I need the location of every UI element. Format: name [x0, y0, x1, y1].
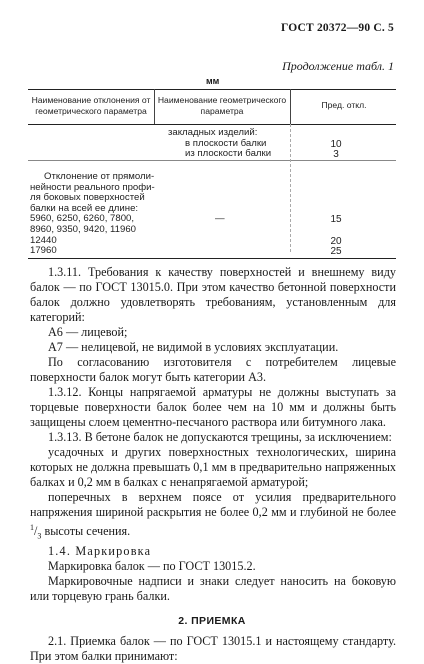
section-title-acceptance: 2. ПРИЕМКА — [178, 614, 246, 627]
table-header-parameter: Наименование геометрического параметра — [157, 95, 287, 116]
paragraph-1-3-13: 1.3.13. В бетоне балок не допускаются трещины, за исключением: — [48, 430, 392, 444]
cell-tol-15: 15 — [330, 214, 342, 226]
cell-tol-25: 25 — [330, 246, 342, 258]
cell-straightness-2: нейности реального профи- — [30, 181, 155, 193]
paragraph-agreement: По согласованию изготовителя с потребителем лицевые поверхности балок могут быть категории А3. — [30, 355, 396, 385]
table-unit-label: мм — [206, 76, 220, 86]
table-header-border — [28, 124, 396, 125]
cell-tol-20: 20 — [330, 235, 342, 247]
paragraph-1-4: 1.4. Маркировка — [48, 544, 152, 558]
cell-tol-3: 3 — [333, 149, 339, 161]
paragraph-1-3-11: 1.3.11. Требования к качеству поверхностей и внешнему виду балок — по ГОСТ 13015.0. При этом качество бетонной поверхности балок должно удовлетворять требованиям, установленным для категорий: — [30, 265, 396, 325]
cell-straightness-3: ля боковых поверхностей — [30, 192, 145, 204]
table-header-deviation: Наименование отклонения от геометрического параметра — [31, 95, 151, 116]
cell-in-plane: в плоскости балки — [185, 137, 267, 149]
paragraph-1-3-12: 1.3.12. Концы напрягаемой арматуры не должны выступать за торцевые поверхности балок более чем на 10 мм и должны быть защищены слоем цементно-песчаного раствора или битумного лака. — [30, 385, 396, 430]
cell-straightness-4: балки на всей ее длине: — [30, 202, 139, 214]
cell-lengths-1: 5960, 6250, 6260, 7800, — [30, 213, 135, 225]
page-header: ГОСТ 20372—90 С. 5 — [281, 22, 394, 34]
paragraph-marking-1: Маркировка балок — по ГОСТ 13015.2. — [48, 559, 256, 573]
cell-lengths-3: 12440 — [30, 234, 57, 246]
cell-lengths-4: 17960 — [30, 245, 57, 257]
fraction-numerator: 1 — [30, 523, 34, 533]
cell-straightness-1: Отклонение от прямоли- — [44, 171, 155, 182]
cell-tol-10: 10 — [330, 138, 342, 150]
paragraph-a6: А6 — лицевой; — [48, 325, 128, 339]
fraction-denominator: 3 — [37, 531, 42, 541]
table-col-divider-1 — [154, 89, 155, 124]
paragraph-a7: А7 — нелицевой, не видимой в условиях эксплуатации. — [48, 340, 339, 354]
transverse-text: поперечных в верхнем поясе от усилия предварительного напряжения шириной раскрытия не более 0,2 мм и глубиной не более — [30, 490, 396, 520]
table-continuation-label: Продолжение табл. 1 — [282, 59, 394, 73]
table-col-divider-2 — [290, 89, 291, 124]
paragraph-transverse: поперечных в верхнем поясе от усилия предварительного напряжения шириной раскрытия не более 0,2 мм и глубиной не более $^1/_3$ высоты сечения. — [30, 490, 396, 541]
cell-embedded-parts: закладных изделий: — [168, 127, 258, 138]
table-col-divider-2-dashed — [290, 124, 292, 252]
transverse-text-end: высоты сечения. — [41, 524, 131, 539]
cell-lengths-2: 8960, 9350, 9420, 11960 — [30, 224, 136, 235]
cell-dash: — — [215, 213, 225, 225]
paragraph-shrinkage: усадочных и других поверхностных технологических, ширина которых не должна превышать 0,1 мм в предварительно напряженных балках и 0,2 мм в балках с ненапрягаемой арматурой; — [30, 445, 396, 490]
paragraph-2-1: 2.1. Приемка балок — по ГОСТ 13015.1 и настоящему стандарту. При этом балки принимают: — [30, 633, 396, 663]
table-bottom-border — [28, 258, 396, 259]
table-top-border — [28, 89, 396, 90]
cell-out-of-plane: из плоскости балки — [185, 148, 272, 160]
paragraph-marking-2: Маркировочные надписи и знаки следует наносить на боковую или торцевую грань балки. — [30, 574, 396, 604]
table-header-tolerance: Пред. откл. — [321, 100, 367, 110]
